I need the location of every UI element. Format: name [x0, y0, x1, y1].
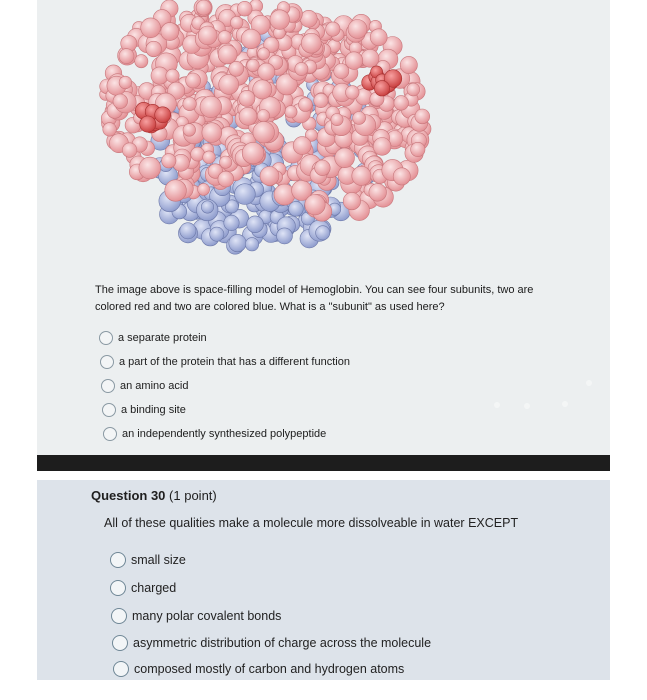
q30-option-charged[interactable]	[110, 580, 176, 596]
question-30-stem: All of these qualities make a molecule more dissolveable in water EXCEPT	[104, 516, 519, 530]
option-label: a part of the protein that has a different function	[119, 356, 350, 368]
option-label: many polar covalent bonds	[132, 609, 282, 623]
q30-option-polar-bonds[interactable]	[111, 608, 281, 624]
dark-separator-bar	[37, 455, 610, 471]
glare-dot	[586, 380, 592, 386]
question-number: Question 30	[91, 488, 166, 503]
q30-option-small-size[interactable]	[110, 552, 186, 568]
decorative-dots	[37, 0, 610, 455]
radio-button[interactable]	[112, 635, 128, 651]
q30-option-asymmetric-charge[interactable]	[112, 635, 431, 651]
glare-dot	[524, 403, 530, 409]
option-label: a binding site	[121, 404, 186, 416]
option-label: charged	[131, 581, 177, 595]
question-30-header	[91, 488, 217, 503]
option-label: a separate protein	[118, 332, 207, 344]
radio-button[interactable]	[111, 608, 127, 624]
q30-option-carbon-hydrogen[interactable]	[113, 661, 404, 677]
radio-button[interactable]	[110, 552, 126, 568]
question-29-stem: The image above is space-filling model of Hemoglobin. You can see four subunits, two are colored red and two are colored blue. What is a "subunit" as used here?	[95, 284, 534, 313]
radio-button[interactable]	[113, 661, 129, 677]
option-label: small size	[131, 553, 186, 567]
question-30-panel	[37, 480, 610, 680]
option-label: an amino acid	[120, 380, 189, 392]
option-label: composed mostly of carbon and hydrogen atoms	[134, 662, 405, 676]
glare-dot	[562, 401, 568, 407]
question-29-panel	[37, 0, 610, 455]
option-label: asymmetric distribution of charge across the molecule	[133, 636, 432, 650]
option-label: an independently synthesized polypeptide	[122, 428, 327, 440]
question-points: (1 point)	[169, 488, 217, 503]
glare-dot	[494, 402, 500, 408]
radio-button[interactable]	[110, 580, 126, 596]
